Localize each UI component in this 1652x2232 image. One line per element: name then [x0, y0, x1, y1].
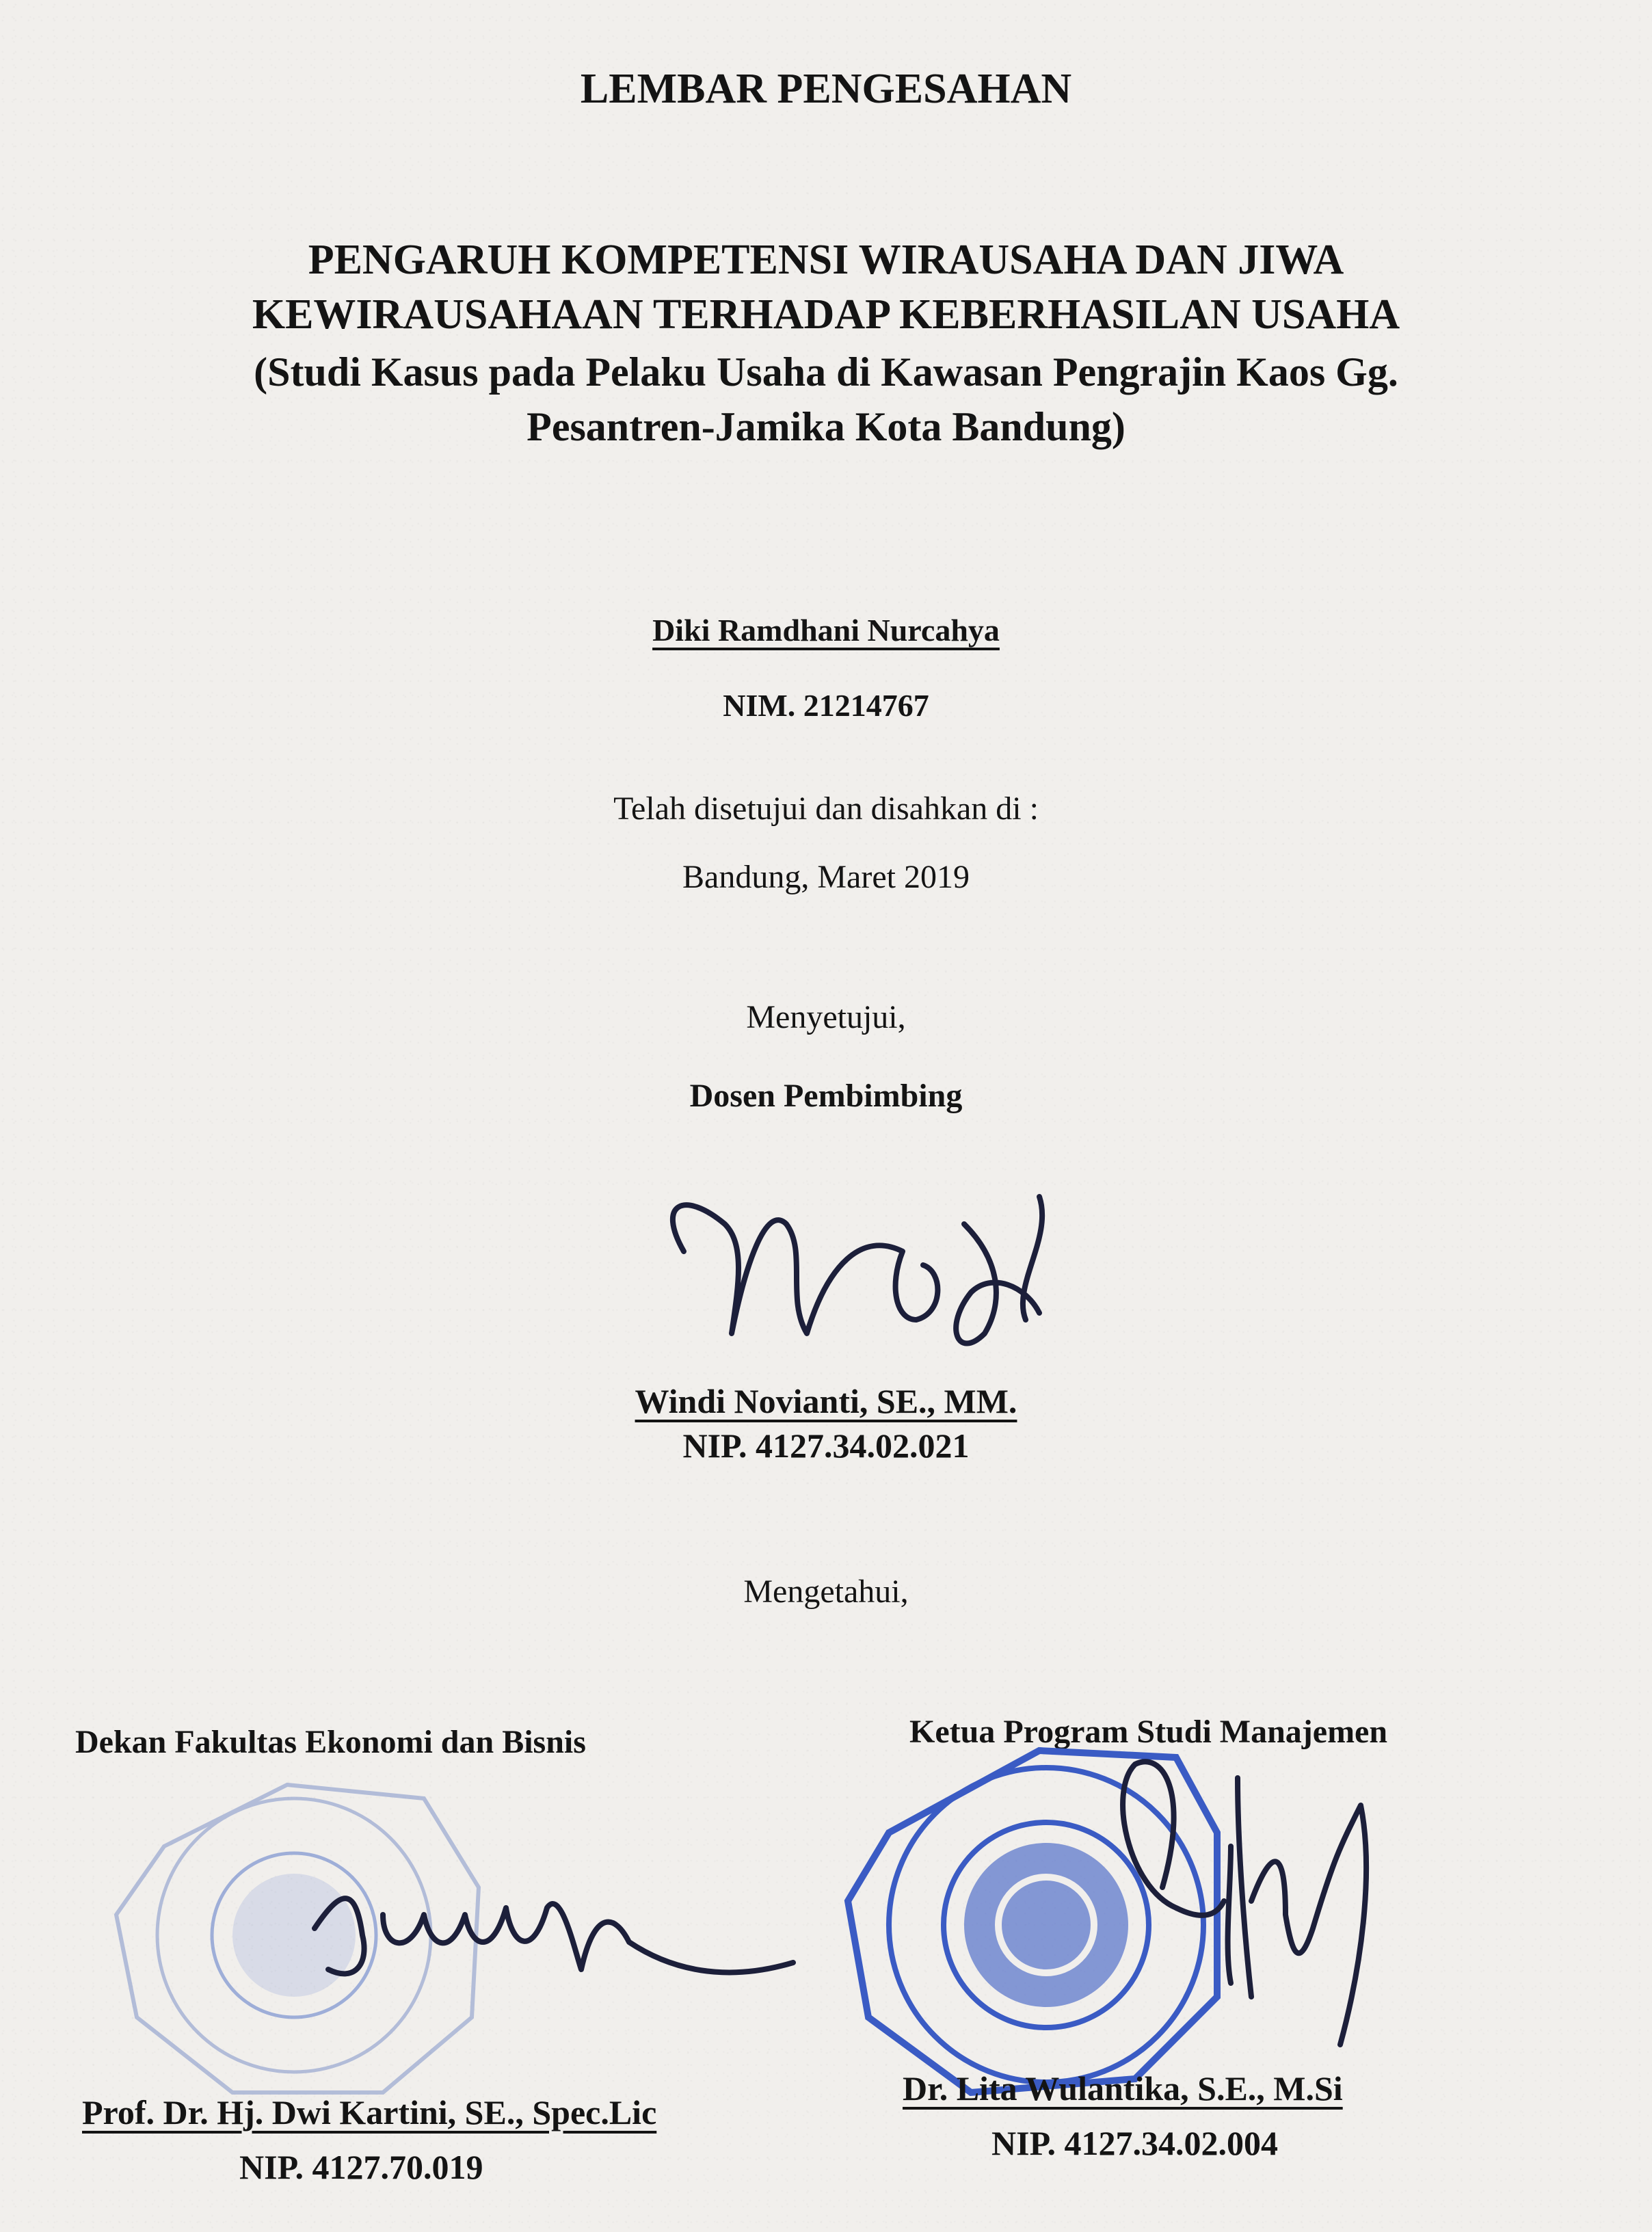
program-head-nip: NIP. 4127.34.02.004: [991, 2124, 1279, 2162]
thesis-title-line-2: KEWIRAUSAHAAN TERHADAP KEBERHASILAN USAHA: [252, 291, 1400, 338]
place-date: Bandung, Maret 2019: [682, 859, 970, 895]
dean-name: Prof. Dr. Hj. Dwi Kartini, SE., Spec.Lic: [82, 2093, 657, 2131]
advisor-nip: NIP. 4127.34.02.021: [682, 1426, 970, 1465]
author-name: [0, 612, 1652, 648]
dean-stamp: [116, 1785, 479, 2092]
thesis-title-line-1: PENGARUH KOMPETENSI WIRAUSAHA DAN JIWA: [308, 237, 1344, 283]
advisor-name-text: Windi Novianti, SE., MM.: [635, 1382, 1017, 1420]
advisor-role: Dosen Pembimbing: [689, 1078, 963, 1114]
program-head-name: Dr. Lita Wulantika, S.E., M.Si: [903, 2069, 1343, 2108]
thesis-title-line-4: Pesantren-Jamika Kota Bandung): [527, 404, 1125, 449]
agree-label: Menyetujui,: [746, 999, 906, 1035]
approval-statement: Telah disetujui dan disahkan di :: [613, 790, 1039, 827]
page-heading: LEMBAR PENGESAHAN: [580, 66, 1072, 112]
advisor-name: [0, 1381, 1652, 1421]
author-nim: NIM. 21214767: [723, 688, 929, 723]
program-head-role: Ketua Program Studi Manajemen: [909, 1714, 1388, 1750]
program-head-stamp: [848, 1751, 1217, 2092]
thesis-title-line-3: (Studi Kasus pada Pelaku Usaha di Kawasan Pengrajin Kaos Gg.: [254, 349, 1398, 395]
advisor-signature: [673, 1197, 1042, 1344]
acknowledgement-label: Mengetahui,: [743, 1573, 909, 1610]
dean-nip: NIP. 4127.70.019: [239, 2148, 483, 2186]
dean-role: Dekan Fakultas Ekonomi dan Bisnis: [75, 1724, 586, 1760]
dean-signature: [315, 1898, 793, 1974]
author-name-text: Diki Ramdhani Nurcahya: [652, 613, 1000, 648]
program-head-signature: [1123, 1762, 1366, 2045]
